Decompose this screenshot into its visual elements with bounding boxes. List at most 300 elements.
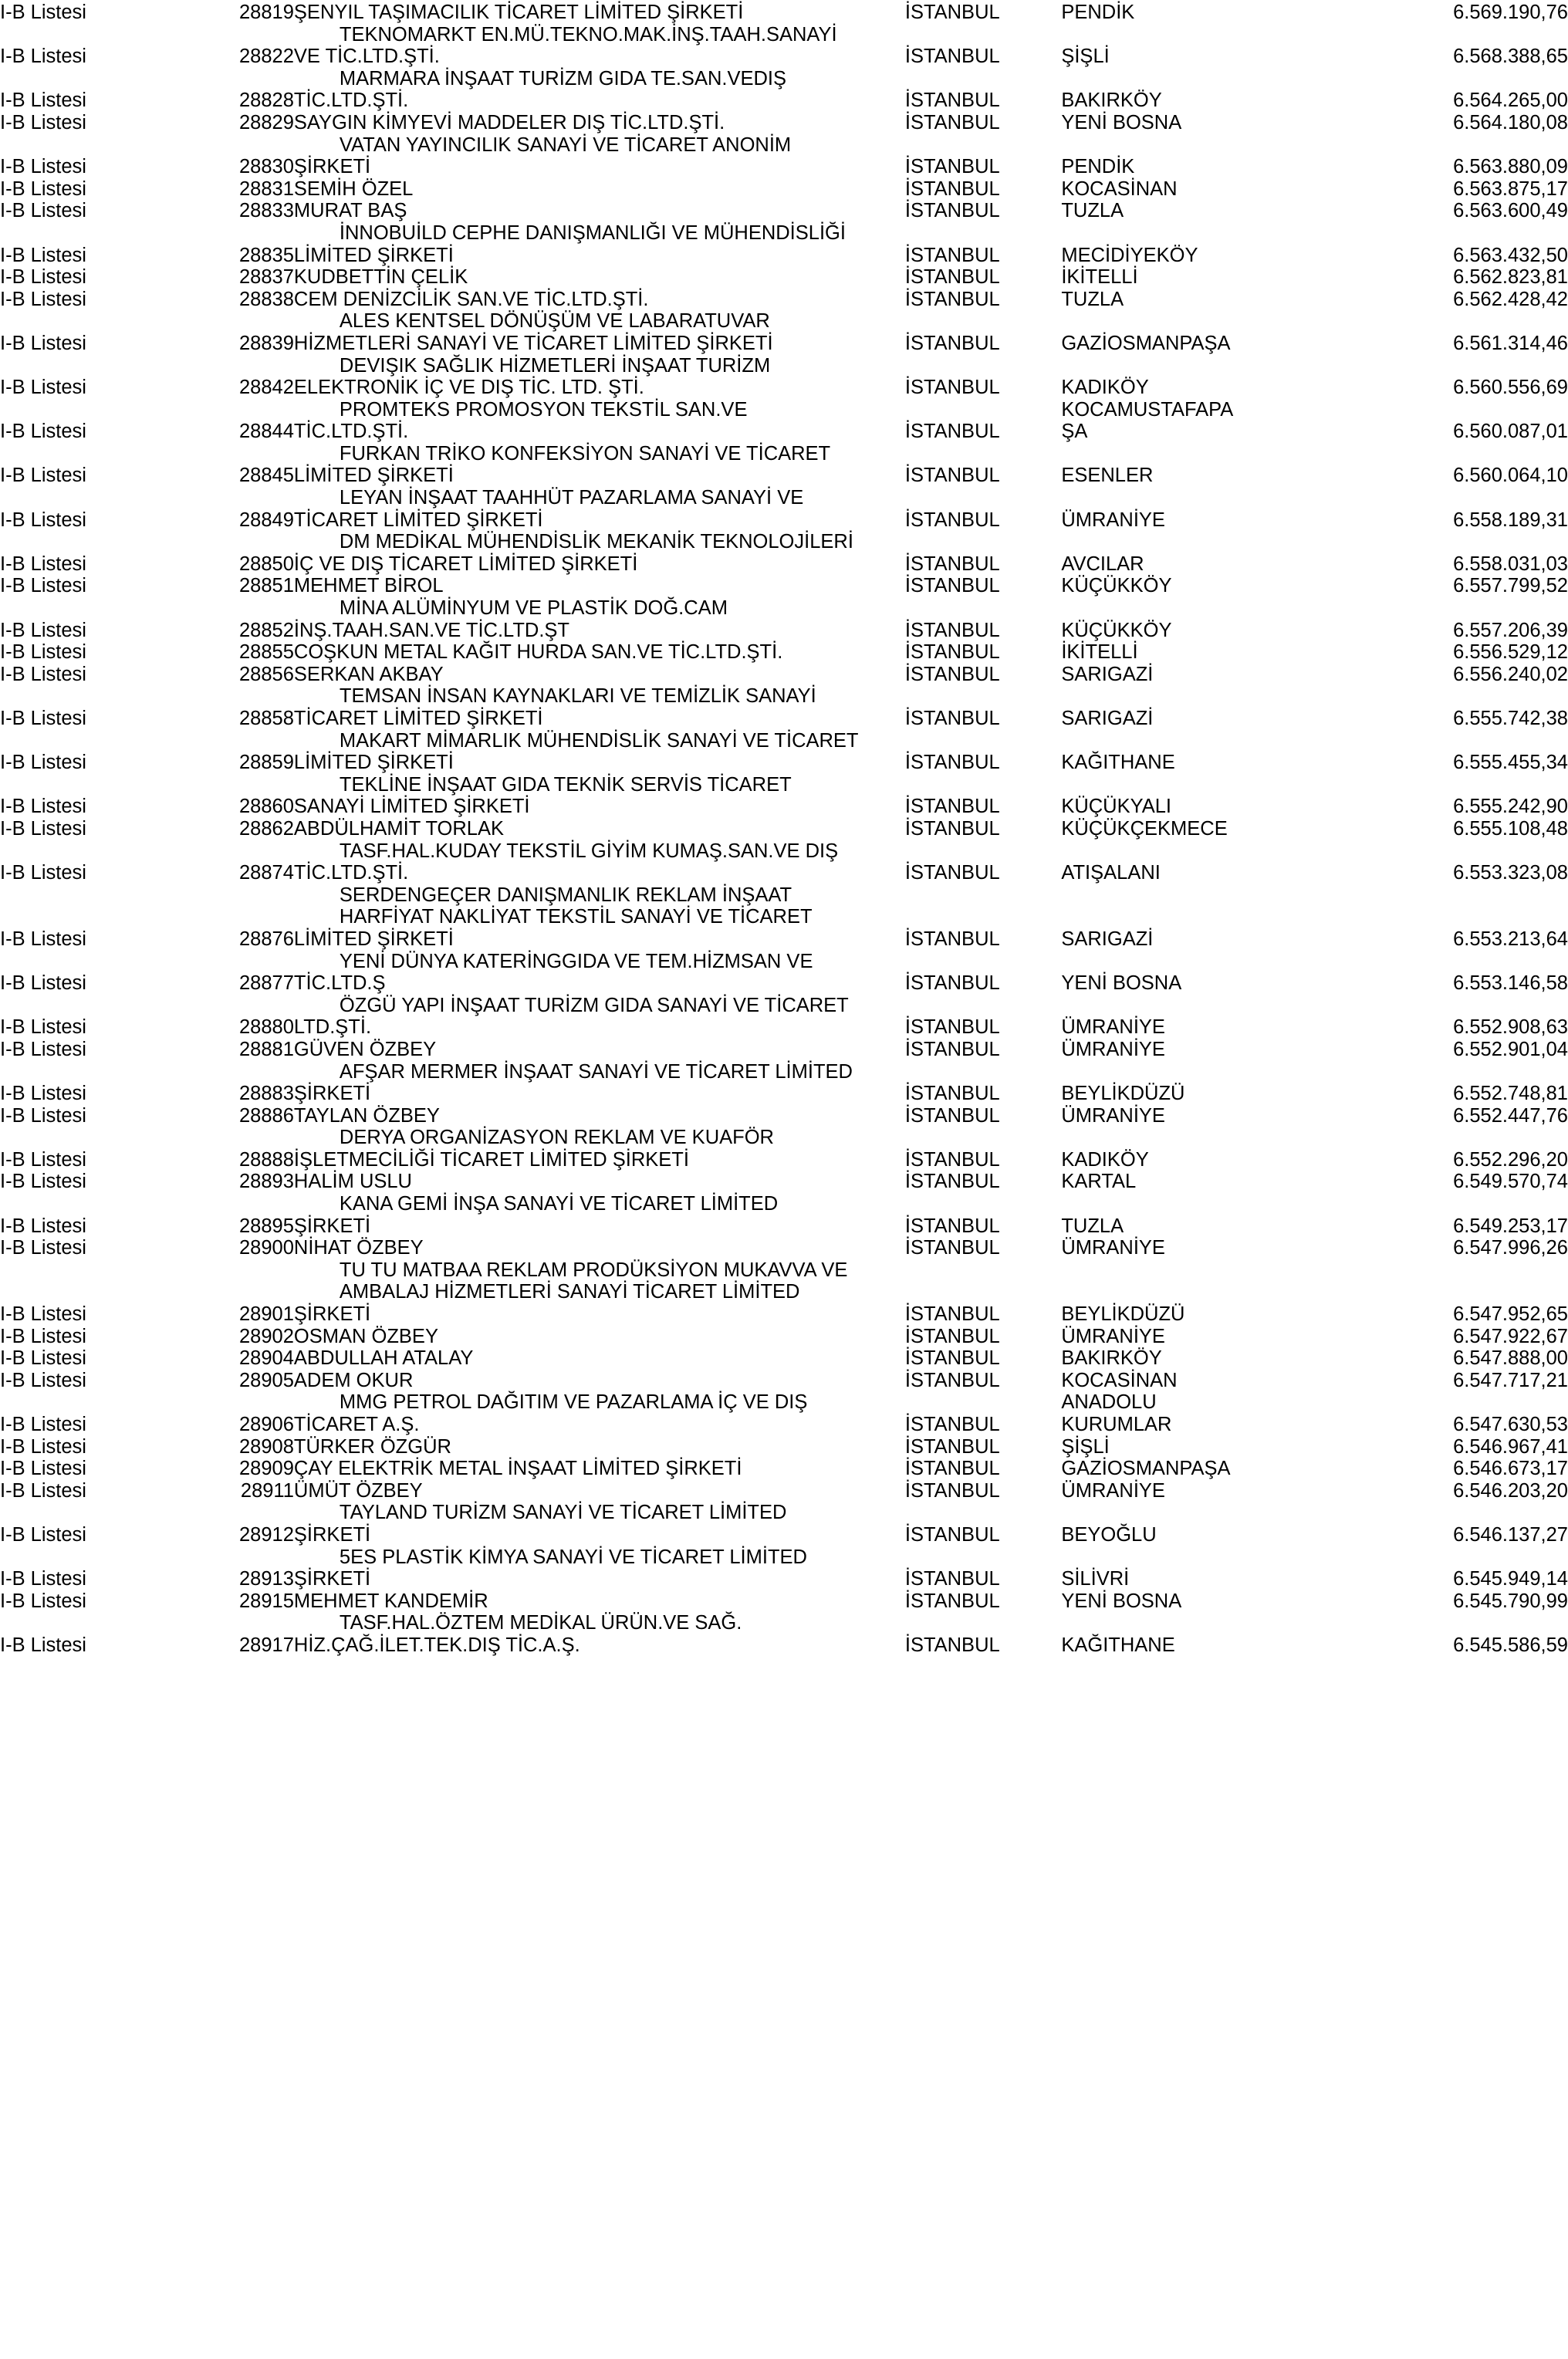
list-type-cell: I-B Listesi <box>0 1435 86 1458</box>
tax-office-cell <box>1061 884 1286 907</box>
city-cell <box>905 487 1044 509</box>
table-row <box>0 200 1568 222</box>
column-spacer <box>1044 509 1061 532</box>
column-spacer <box>1044 1634 1061 1657</box>
city-cell <box>905 995 1044 1017</box>
sequence-number-cell <box>201 1061 294 1083</box>
column-spacer <box>1044 333 1061 355</box>
city-cell: İSTANBUL <box>904 2 1000 23</box>
sequence-number-cell <box>201 1502 294 1524</box>
tax-office-cell <box>1061 1281 1286 1303</box>
column-spacer <box>1044 1612 1061 1634</box>
table-row-continuation <box>0 222 1568 245</box>
sequence-number-cell <box>201 1391 294 1414</box>
amount-cell: 6.547.630,53 <box>1453 1414 1568 1435</box>
city-cell: İSTANBUL <box>904 862 1000 884</box>
amount-cell: 6.563.875,17 <box>1453 177 1568 200</box>
company-name-cell <box>294 531 905 553</box>
list-type-cell: I-B Listesi <box>0 1523 86 1546</box>
column-spacer <box>1044 1281 1061 1303</box>
list-type-cell: I-B Listesi <box>0 928 86 950</box>
tax-office-cell: ÜMRANİYE <box>1061 1016 1165 1039</box>
tax-office-cell: GAZİOSMANPAŞA <box>1061 1458 1231 1480</box>
list-type-cell <box>0 399 201 421</box>
tax-office-cell: YENİ BOSNA <box>1061 111 1182 133</box>
table-row <box>0 553 1568 576</box>
amount-cell: 6.557.799,52 <box>1453 575 1568 597</box>
sequence-number-cell: 28852 <box>239 619 294 641</box>
amount-cell <box>1286 68 1568 90</box>
city-cell: İSTANBUL <box>904 177 1000 200</box>
list-type-cell <box>0 597 201 620</box>
table-row <box>0 818 1568 840</box>
list-type-cell: I-B Listesi <box>0 288 86 310</box>
amount-cell: 6.553.213,64 <box>1453 928 1568 950</box>
amount-cell <box>1286 685 1568 708</box>
amount-cell: 6.547.888,00 <box>1453 1347 1568 1370</box>
amount-cell: 6.546.137,27 <box>1453 1523 1568 1546</box>
tax-office-cell <box>1061 1546 1286 1569</box>
city-cell: İSTANBUL <box>904 1568 1000 1590</box>
list-type-cell: I-B Listesi <box>0 266 86 289</box>
table-row-continuation <box>0 531 1568 553</box>
table-row <box>0 289 1568 311</box>
city-cell <box>905 840 1044 863</box>
company-name-wrapped-line: TEKNOMARKT EN.MÜ.TEKNO.MAK.İNŞ.TAAH.SANAYİ <box>339 23 837 46</box>
amount-cell: 6.563.880,09 <box>1453 156 1568 178</box>
company-name-cell <box>294 597 905 620</box>
tax-office-cell: ÜMRANİYE <box>1061 1325 1165 1347</box>
city-cell: İSTANBUL <box>904 46 1000 68</box>
company-name-cell: TİCARET LİMİTED ŞİRKETİ <box>293 509 543 531</box>
list-type-cell <box>0 1281 201 1303</box>
tax-office-cell <box>1061 1127 1286 1149</box>
company-name-wrapped-line: İNNOBUİLD CEPHE DANIŞMANLIĞI VE MÜHENDİSLİĞİ <box>339 221 846 244</box>
column-spacer <box>1044 90 1061 112</box>
sequence-number-cell <box>201 399 294 421</box>
company-name-cell <box>294 774 905 796</box>
tax-office-cell: AVCILAR <box>1061 553 1144 575</box>
city-cell: İSTANBUL <box>904 200 1000 222</box>
company-name-cell <box>294 1061 905 1083</box>
amount-cell: 6.560.064,10 <box>1453 465 1568 487</box>
amount-cell: 6.560.556,69 <box>1453 377 1568 399</box>
amount-cell: 6.547.952,65 <box>1453 1303 1568 1326</box>
tax-office-cell <box>1061 840 1286 863</box>
sequence-number-cell: 28877 <box>239 972 294 995</box>
sequence-number-cell: 28838 <box>239 288 294 310</box>
city-cell: İSTANBUL <box>904 1458 1000 1480</box>
company-name-cell: ABDÜLHAMİT TORLAK <box>293 817 505 840</box>
sequence-number-cell: 28837 <box>239 266 294 289</box>
company-name-cell: ŞİRKETİ <box>293 1215 371 1237</box>
column-spacer <box>1044 708 1061 730</box>
column-spacer <box>1044 289 1061 311</box>
column-spacer <box>1044 597 1061 620</box>
amount-cell <box>1286 1061 1568 1083</box>
company-name-cell: ŞENYIL TAŞIMACILIK TİCARET LİMİTED ŞİRKETİ <box>293 2 744 23</box>
column-spacer <box>1044 1083 1061 1105</box>
column-spacer <box>1044 1171 1061 1193</box>
tax-office-cell <box>1061 531 1286 553</box>
company-name-wrapped-line: TASF.HAL.KUDAY TEKSTİL GİYİM KUMAŞ.SAN.VE DIŞ <box>339 840 839 862</box>
tax-office-cell: PENDİK <box>1061 2 1135 23</box>
column-spacer <box>1044 465 1061 487</box>
sequence-number-cell <box>201 1281 294 1303</box>
sequence-number-cell: 28883 <box>239 1083 294 1105</box>
list-type-cell: I-B Listesi <box>0 200 86 222</box>
table-row <box>0 1436 1568 1458</box>
company-name-wrapped-line: FURKAN TRİKO KONFEKSİYON SANAYİ VE TİCARET <box>339 442 831 465</box>
amount-cell <box>1286 443 1568 465</box>
list-type-cell: I-B Listesi <box>0 1414 86 1435</box>
company-name-wrapped-line: MİNA ALÜMİNYUM VE PLASTİK DOĞ.CAM <box>339 597 728 620</box>
sequence-number-cell: 28900 <box>239 1237 294 1259</box>
tax-office-cell: ÜMRANİYE <box>1061 1479 1165 1502</box>
sequence-number-cell: 28855 <box>239 641 294 664</box>
city-cell: İSTANBUL <box>904 752 1000 774</box>
city-cell: İSTANBUL <box>904 465 1000 487</box>
company-name-cell: ŞİRKETİ <box>293 1083 371 1105</box>
table-row-continuation <box>0 951 1568 973</box>
column-spacer <box>1044 2 1061 24</box>
table-row-continuation <box>0 68 1568 90</box>
table-row <box>0 377 1568 399</box>
company-name-cell: ELEKTRONİK İÇ VE DIŞ TİC. LTD. ŞTİ. <box>293 377 644 399</box>
column-spacer <box>1044 134 1061 157</box>
city-cell: İSTANBUL <box>904 288 1000 310</box>
list-type-cell: I-B Listesi <box>0 1104 86 1127</box>
tax-office-cell: KOCAMUSTAFAPA <box>1061 398 1234 421</box>
list-type-cell: I-B Listesi <box>0 1303 86 1326</box>
column-spacer <box>1044 443 1061 465</box>
column-spacer <box>1044 1127 1061 1149</box>
company-name-cell: TİC.LTD.ŞTİ. <box>293 862 409 884</box>
column-spacer <box>1044 752 1061 774</box>
column-spacer <box>1044 1016 1061 1039</box>
company-name-cell: OSMAN ÖZBEY <box>293 1325 438 1347</box>
list-type-cell <box>0 531 201 553</box>
list-type-cell <box>0 685 201 708</box>
list-type-cell <box>0 774 201 796</box>
table-row <box>0 266 1568 289</box>
sequence-number-cell: 28856 <box>239 663 294 685</box>
sequence-number-cell <box>201 222 294 245</box>
table-row-continuation <box>0 597 1568 620</box>
city-cell: İSTANBUL <box>904 1303 1000 1326</box>
table-row <box>0 1171 1568 1193</box>
column-spacer <box>1044 531 1061 553</box>
list-type-cell: I-B Listesi <box>0 1590 86 1612</box>
amount-cell: 6.556.529,12 <box>1453 641 1568 664</box>
city-cell: İSTANBUL <box>904 1083 1000 1105</box>
amount-cell: 6.564.265,00 <box>1453 90 1568 112</box>
tax-office-cell: KAĞITHANE <box>1061 752 1175 774</box>
sequence-number-cell: 28904 <box>239 1347 294 1370</box>
sequence-number-cell: 28859 <box>239 752 294 774</box>
table-row-continuation <box>0 1502 1568 1524</box>
list-type-cell: I-B Listesi <box>0 244 86 266</box>
sequence-number-cell: 28829 <box>239 111 294 133</box>
tax-office-cell: KADIKÖY <box>1061 377 1149 399</box>
table-row <box>0 620 1568 642</box>
city-cell: İSTANBUL <box>904 972 1000 995</box>
tax-office-cell: TUZLA <box>1061 1215 1124 1237</box>
column-spacer <box>1044 796 1061 818</box>
tax-office-cell: İKİTELLİ <box>1061 641 1138 664</box>
list-type-cell <box>0 884 201 907</box>
table-row <box>0 1215 1568 1238</box>
list-type-cell <box>0 1193 201 1215</box>
amount-cell: 6.546.967,41 <box>1453 1435 1568 1458</box>
amount-cell: 6.556.240,02 <box>1453 663 1568 685</box>
table-row-continuation <box>0 1391 1568 1414</box>
city-cell: İSTANBUL <box>904 708 1000 729</box>
city-cell <box>905 730 1044 752</box>
tax-office-cell: KOCASİNAN <box>1061 177 1178 200</box>
tax-office-cell: ÜMRANİYE <box>1061 1104 1165 1127</box>
column-spacer <box>1044 951 1061 973</box>
amount-cell: 6.560.087,01 <box>1453 421 1568 443</box>
tax-office-cell: KÜÇÜKYALI <box>1061 796 1171 818</box>
sequence-number-cell: 28876 <box>239 928 294 950</box>
list-type-cell: I-B Listesi <box>0 177 86 200</box>
amount-cell <box>1286 1612 1568 1634</box>
table-row <box>0 972 1568 995</box>
amount-cell: 6.557.206,39 <box>1453 619 1568 641</box>
amount-cell: 6.549.570,74 <box>1453 1171 1568 1193</box>
sequence-number-cell: 28845 <box>239 465 294 487</box>
column-spacer <box>1044 862 1061 884</box>
table-row <box>0 509 1568 532</box>
list-type-cell <box>0 24 201 46</box>
column-spacer <box>1044 24 1061 46</box>
city-cell: İSTANBUL <box>904 1523 1000 1546</box>
column-spacer <box>1044 1391 1061 1414</box>
company-name-cell: TİC.LTD.ŞTİ. <box>293 90 409 112</box>
list-type-cell <box>0 355 201 377</box>
company-name-cell: TAYLAN ÖZBEY <box>293 1104 440 1127</box>
table-row <box>0 641 1568 664</box>
city-cell <box>905 1259 1044 1282</box>
table-row <box>0 1480 1568 1502</box>
column-spacer <box>1044 1436 1061 1458</box>
list-type-cell: I-B Listesi <box>0 509 86 531</box>
list-type-cell: I-B Listesi <box>0 1634 86 1656</box>
tax-office-cell <box>1061 951 1286 973</box>
company-name-cell <box>294 310 905 333</box>
list-type-cell: I-B Listesi <box>0 332 86 354</box>
sequence-number-cell: 28893 <box>239 1171 294 1193</box>
city-cell: İSTANBUL <box>904 1237 1000 1259</box>
company-name-wrapped-line: AFŞAR MERMER İNŞAAT SANAYİ VE TİCARET LİMİTED <box>339 1060 853 1083</box>
tax-office-cell: SARIGAZİ <box>1061 708 1154 729</box>
list-type-cell <box>0 906 201 928</box>
column-spacer <box>1044 1502 1061 1524</box>
company-name-cell <box>294 730 905 752</box>
list-type-cell: I-B Listesi <box>0 1347 86 1370</box>
sequence-number-cell <box>201 840 294 863</box>
company-name-cell: ADEM OKUR <box>293 1369 414 1391</box>
list-type-cell <box>0 730 201 752</box>
tax-office-cell: SARIGAZİ <box>1061 663 1154 685</box>
tax-office-cell: BEYOĞLU <box>1061 1523 1157 1546</box>
list-type-cell: I-B Listesi <box>0 575 86 597</box>
company-name-cell <box>294 884 905 907</box>
sequence-number-cell: 28858 <box>239 708 294 729</box>
sequence-number-cell <box>201 68 294 90</box>
company-name-cell: LİMİTED ŞİRKETİ <box>293 752 454 774</box>
sequence-number-cell: 28851 <box>239 575 294 597</box>
table-row <box>0 1016 1568 1039</box>
company-name-cell: İÇ VE DIŞ TİCARET LİMİTED ŞİRKETİ <box>293 553 638 575</box>
table-row <box>0 1149 1568 1171</box>
column-spacer <box>1044 377 1061 399</box>
amount-cell: 6.561.314,46 <box>1453 332 1568 354</box>
sequence-number-cell: 28908 <box>239 1435 294 1458</box>
table-row <box>0 796 1568 818</box>
sequence-number-cell: 28909 <box>239 1458 294 1480</box>
table-row <box>0 1458 1568 1480</box>
amount-cell: 6.553.323,08 <box>1453 862 1568 884</box>
column-spacer <box>1044 995 1061 1017</box>
table-row-continuation <box>0 355 1568 377</box>
tax-office-cell: ANADOLU <box>1061 1391 1157 1414</box>
company-name-cell: ÜMÜT ÖZBEY <box>293 1479 423 1502</box>
city-cell: İSTANBUL <box>904 619 1000 641</box>
city-cell: İSTANBUL <box>904 1038 1000 1060</box>
list-type-cell <box>0 1391 201 1414</box>
list-type-cell: I-B Listesi <box>0 619 86 641</box>
company-name-cell <box>294 399 905 421</box>
list-type-cell <box>0 1127 201 1149</box>
list-type-cell: I-B Listesi <box>0 46 86 68</box>
sequence-number-cell: 28913 <box>239 1568 294 1590</box>
company-name-wrapped-line: ALES KENTSEL DÖNÜŞÜM VE LABARATUVAR <box>339 310 770 333</box>
city-cell <box>905 1391 1044 1414</box>
sequence-number-cell <box>201 1259 294 1282</box>
city-cell: İSTANBUL <box>904 421 1000 443</box>
table-row <box>0 708 1568 730</box>
table-row-continuation <box>0 730 1568 752</box>
company-name-cell <box>294 995 905 1017</box>
column-spacer <box>1044 1303 1061 1326</box>
sequence-number-cell <box>201 310 294 333</box>
city-cell: İSTANBUL <box>904 156 1000 178</box>
table-row <box>0 1105 1568 1127</box>
sequence-number-cell <box>201 1612 294 1634</box>
tax-office-cell: ÜMRANİYE <box>1061 1038 1165 1060</box>
table-row <box>0 178 1568 201</box>
amount-cell <box>1286 24 1568 46</box>
sequence-number-cell <box>201 951 294 973</box>
tax-office-cell <box>1061 134 1286 157</box>
table-row-continuation <box>0 399 1568 421</box>
sequence-number-cell <box>201 355 294 377</box>
company-name-cell: ÇAY ELEKTRİK METAL İNŞAAT LİMİTED ŞİRKETİ <box>293 1458 742 1480</box>
company-name-cell: MEHMET BİROL <box>293 575 444 597</box>
company-name-cell: LİMİTED ŞİRKETİ <box>293 244 454 266</box>
list-type-cell: I-B Listesi <box>0 1325 86 1347</box>
table-row <box>0 862 1568 884</box>
column-spacer <box>1044 641 1061 664</box>
tax-office-cell: ŞİŞLİ <box>1061 1435 1110 1458</box>
tax-office-cell: PENDİK <box>1061 156 1135 178</box>
table-row <box>0 421 1568 443</box>
sequence-number-cell <box>201 730 294 752</box>
list-type-cell <box>0 134 201 157</box>
city-cell <box>905 443 1044 465</box>
list-type-cell <box>0 1546 201 1569</box>
list-type-cell <box>0 1259 201 1282</box>
sequence-number-cell <box>201 1127 294 1149</box>
table-row <box>0 1634 1568 1657</box>
table-row-continuation <box>0 1061 1568 1083</box>
tax-office-cell: ÜMRANİYE <box>1061 509 1165 531</box>
tax-office-cell: SİLİVRİ <box>1061 1568 1130 1590</box>
city-cell: İSTANBUL <box>904 332 1000 354</box>
list-type-cell: I-B Listesi <box>0 1171 86 1193</box>
city-cell: İSTANBUL <box>904 1634 1000 1656</box>
sequence-number-cell: 28828 <box>239 90 294 112</box>
sequence-number-cell: 28880 <box>239 1016 294 1039</box>
sequence-number-cell <box>201 531 294 553</box>
city-cell <box>905 1127 1044 1149</box>
list-type-cell: I-B Listesi <box>0 1479 86 1502</box>
company-name-cell <box>294 68 905 90</box>
list-type-cell <box>0 995 201 1017</box>
sequence-number-cell: 28844 <box>239 421 294 443</box>
table-row <box>0 1370 1568 1392</box>
list-type-cell <box>0 1502 201 1524</box>
column-spacer <box>1044 200 1061 222</box>
table-row <box>0 1083 1568 1105</box>
tax-office-cell: KAĞITHANE <box>1061 1634 1175 1656</box>
company-name-cell: TİC.LTD.Ş <box>293 972 386 995</box>
column-spacer <box>1044 818 1061 840</box>
table-row <box>0 1590 1568 1613</box>
table-row <box>0 1237 1568 1259</box>
company-name-wrapped-line: TU TU MATBAA REKLAM PRODÜKSİYON MUKAVVA VE <box>339 1259 848 1281</box>
column-spacer <box>1044 1326 1061 1348</box>
table-row-continuation <box>0 1259 1568 1282</box>
tax-office-cell: BEYLİKDÜZÜ <box>1061 1083 1185 1105</box>
sequence-number-cell: 28842 <box>239 377 294 399</box>
sequence-number-cell: 28886 <box>239 1104 294 1127</box>
column-spacer <box>1044 178 1061 201</box>
company-name-wrapped-line: VATAN YAYINCILIK SANAYİ VE TİCARET ANONİM <box>339 133 792 156</box>
column-spacer <box>1044 68 1061 90</box>
list-type-cell: I-B Listesi <box>0 1148 86 1171</box>
tax-office-cell: ŞİŞLİ <box>1061 46 1110 68</box>
city-cell: İSTANBUL <box>904 90 1000 112</box>
company-name-wrapped-line: MMG PETROL DAĞITIM VE PAZARLAMA İÇ VE DIŞ <box>339 1391 808 1414</box>
tax-office-cell <box>1061 487 1286 509</box>
company-name-cell: İŞLETMECİLİĞİ TİCARET LİMİTED ŞİRKETİ <box>293 1148 689 1171</box>
city-cell: İSTANBUL <box>904 1479 1000 1502</box>
company-name-wrapped-line: ÖZGÜ YAPI İNŞAAT TURİZM GIDA SANAYİ VE TİCARET <box>339 994 849 1016</box>
tax-office-cell: ESENLER <box>1061 465 1154 487</box>
list-type-cell: I-B Listesi <box>0 465 86 487</box>
sequence-number-cell: 28830 <box>239 156 294 178</box>
tax-office-cell: KURUMLAR <box>1061 1414 1172 1435</box>
city-cell <box>905 24 1044 46</box>
table-row <box>0 1347 1568 1370</box>
sequence-number-cell: 28901 <box>239 1303 294 1326</box>
table-row-continuation <box>0 1612 1568 1634</box>
company-name-cell: LTD.ŞTİ. <box>293 1016 372 1039</box>
amount-cell: 6.547.717,21 <box>1453 1369 1568 1391</box>
